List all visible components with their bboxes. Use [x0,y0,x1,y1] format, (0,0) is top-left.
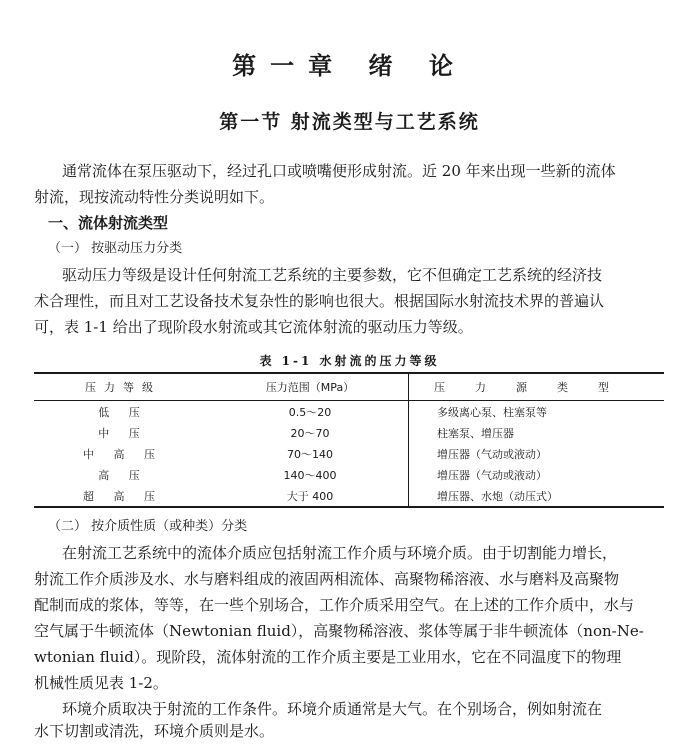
table-cell: 低 压 [98,405,148,419]
table-row [34,401,664,423]
table-cell: 20～70 [212,422,409,443]
pressure-table [34,372,664,508]
table-header-cell: 压力范围（MPa） [212,373,409,401]
table-row [34,464,664,485]
table-cell: 增压器（气动或液动） [437,468,547,482]
table-cell: 中 高 压 [83,447,163,461]
intro-line-2: 射流，现按流动特性分类说明如下。 [34,188,275,206]
table-cell: 多级离心泵、柱塞泵等 [437,405,547,419]
sub1-heading: （一） 按驱动压力分类 [48,241,183,256]
table-cell: 0.5～20 [212,401,409,423]
table-cell: 中 压 [98,426,148,440]
intro-line-1: 通常流体在泵压驱动下，经过孔口或喷嘴便形成射流。近 20 年来出现一些新的流体 [62,162,616,180]
sub2-line-1: 在射流工艺系统中的流体介质应包括射流工作介质与环境介质。由于切割能力增长， [62,544,618,562]
table-cell: 大于 400 [212,485,409,507]
sub2-heading: （二） 按介质性质（或种类）分类 [48,519,248,534]
sub1-line-2: 术合理性，而且对工艺设备技术复杂性的影响也很大。根据国际水射流技术界的普遍认 [34,292,605,310]
table-cell: 140～400 [212,464,409,485]
sub2-line-5: wtonian fluid）。现阶段，流体射流的工作介质主要是工业用水，它在不同温度下的物理 [34,648,622,666]
chapter-title: 第一章 绪 论 [232,51,467,80]
section-title: 第一节 射流类型与工艺系统 [219,111,480,133]
sub1-line-1: 驱动压力等级是设计任何射流工艺系统的主要参数，它不但确定工艺系统的经济技 [62,266,603,284]
env-line-2: 水下切割或清洗，环境介质则是水。 [34,722,275,740]
table-row [34,422,664,443]
table-row [34,443,664,464]
table-row [34,485,664,507]
sub2-line-2: 射流工作介质涉及水、水与磨料组成的液固两相流体、高聚物稀溶液、水与磨料及高聚物 [34,570,620,588]
table-cell: 增压器、水炮（动压式） [409,485,665,507]
table-header-cell: 压力等级 [34,373,212,401]
table-cell: 高 压 [98,468,148,482]
table-cell: 增压器（气动或液动） [437,447,547,461]
sub2-line-6: 机械性质见表 1-2。 [34,674,168,692]
env-line-1: 环境介质取决于射流的工作条件。环境介质通常是大气。在个别场合，例如射流在 [62,700,603,718]
table-header-row [34,373,664,401]
table-cell: 柱塞泵、增压器 [437,426,514,440]
table-cell: 超 高 压 [34,485,212,507]
sub2-line-4: 空气属于牛顿流体（Newtonian fluid），高聚物稀溶液、浆体等属于非牛顿流体（non-Ne- [34,622,644,640]
part1-heading: 一、流体射流类型 [48,214,169,232]
table-header-cell: 压力源类型 [409,373,665,401]
sub1-line-3: 可，表 1-1 给出了现阶段水射流或其它流体射流的驱动压力等级。 [34,318,473,336]
sub2-line-3: 配制而成的浆体，等等，在一些个别场合，工作介质采用空气。在上述的工作介质中，水与 [34,596,635,614]
table-caption: 表 1-1 水射流的压力等级 [259,354,440,368]
table-cell: 70～140 [212,443,409,464]
